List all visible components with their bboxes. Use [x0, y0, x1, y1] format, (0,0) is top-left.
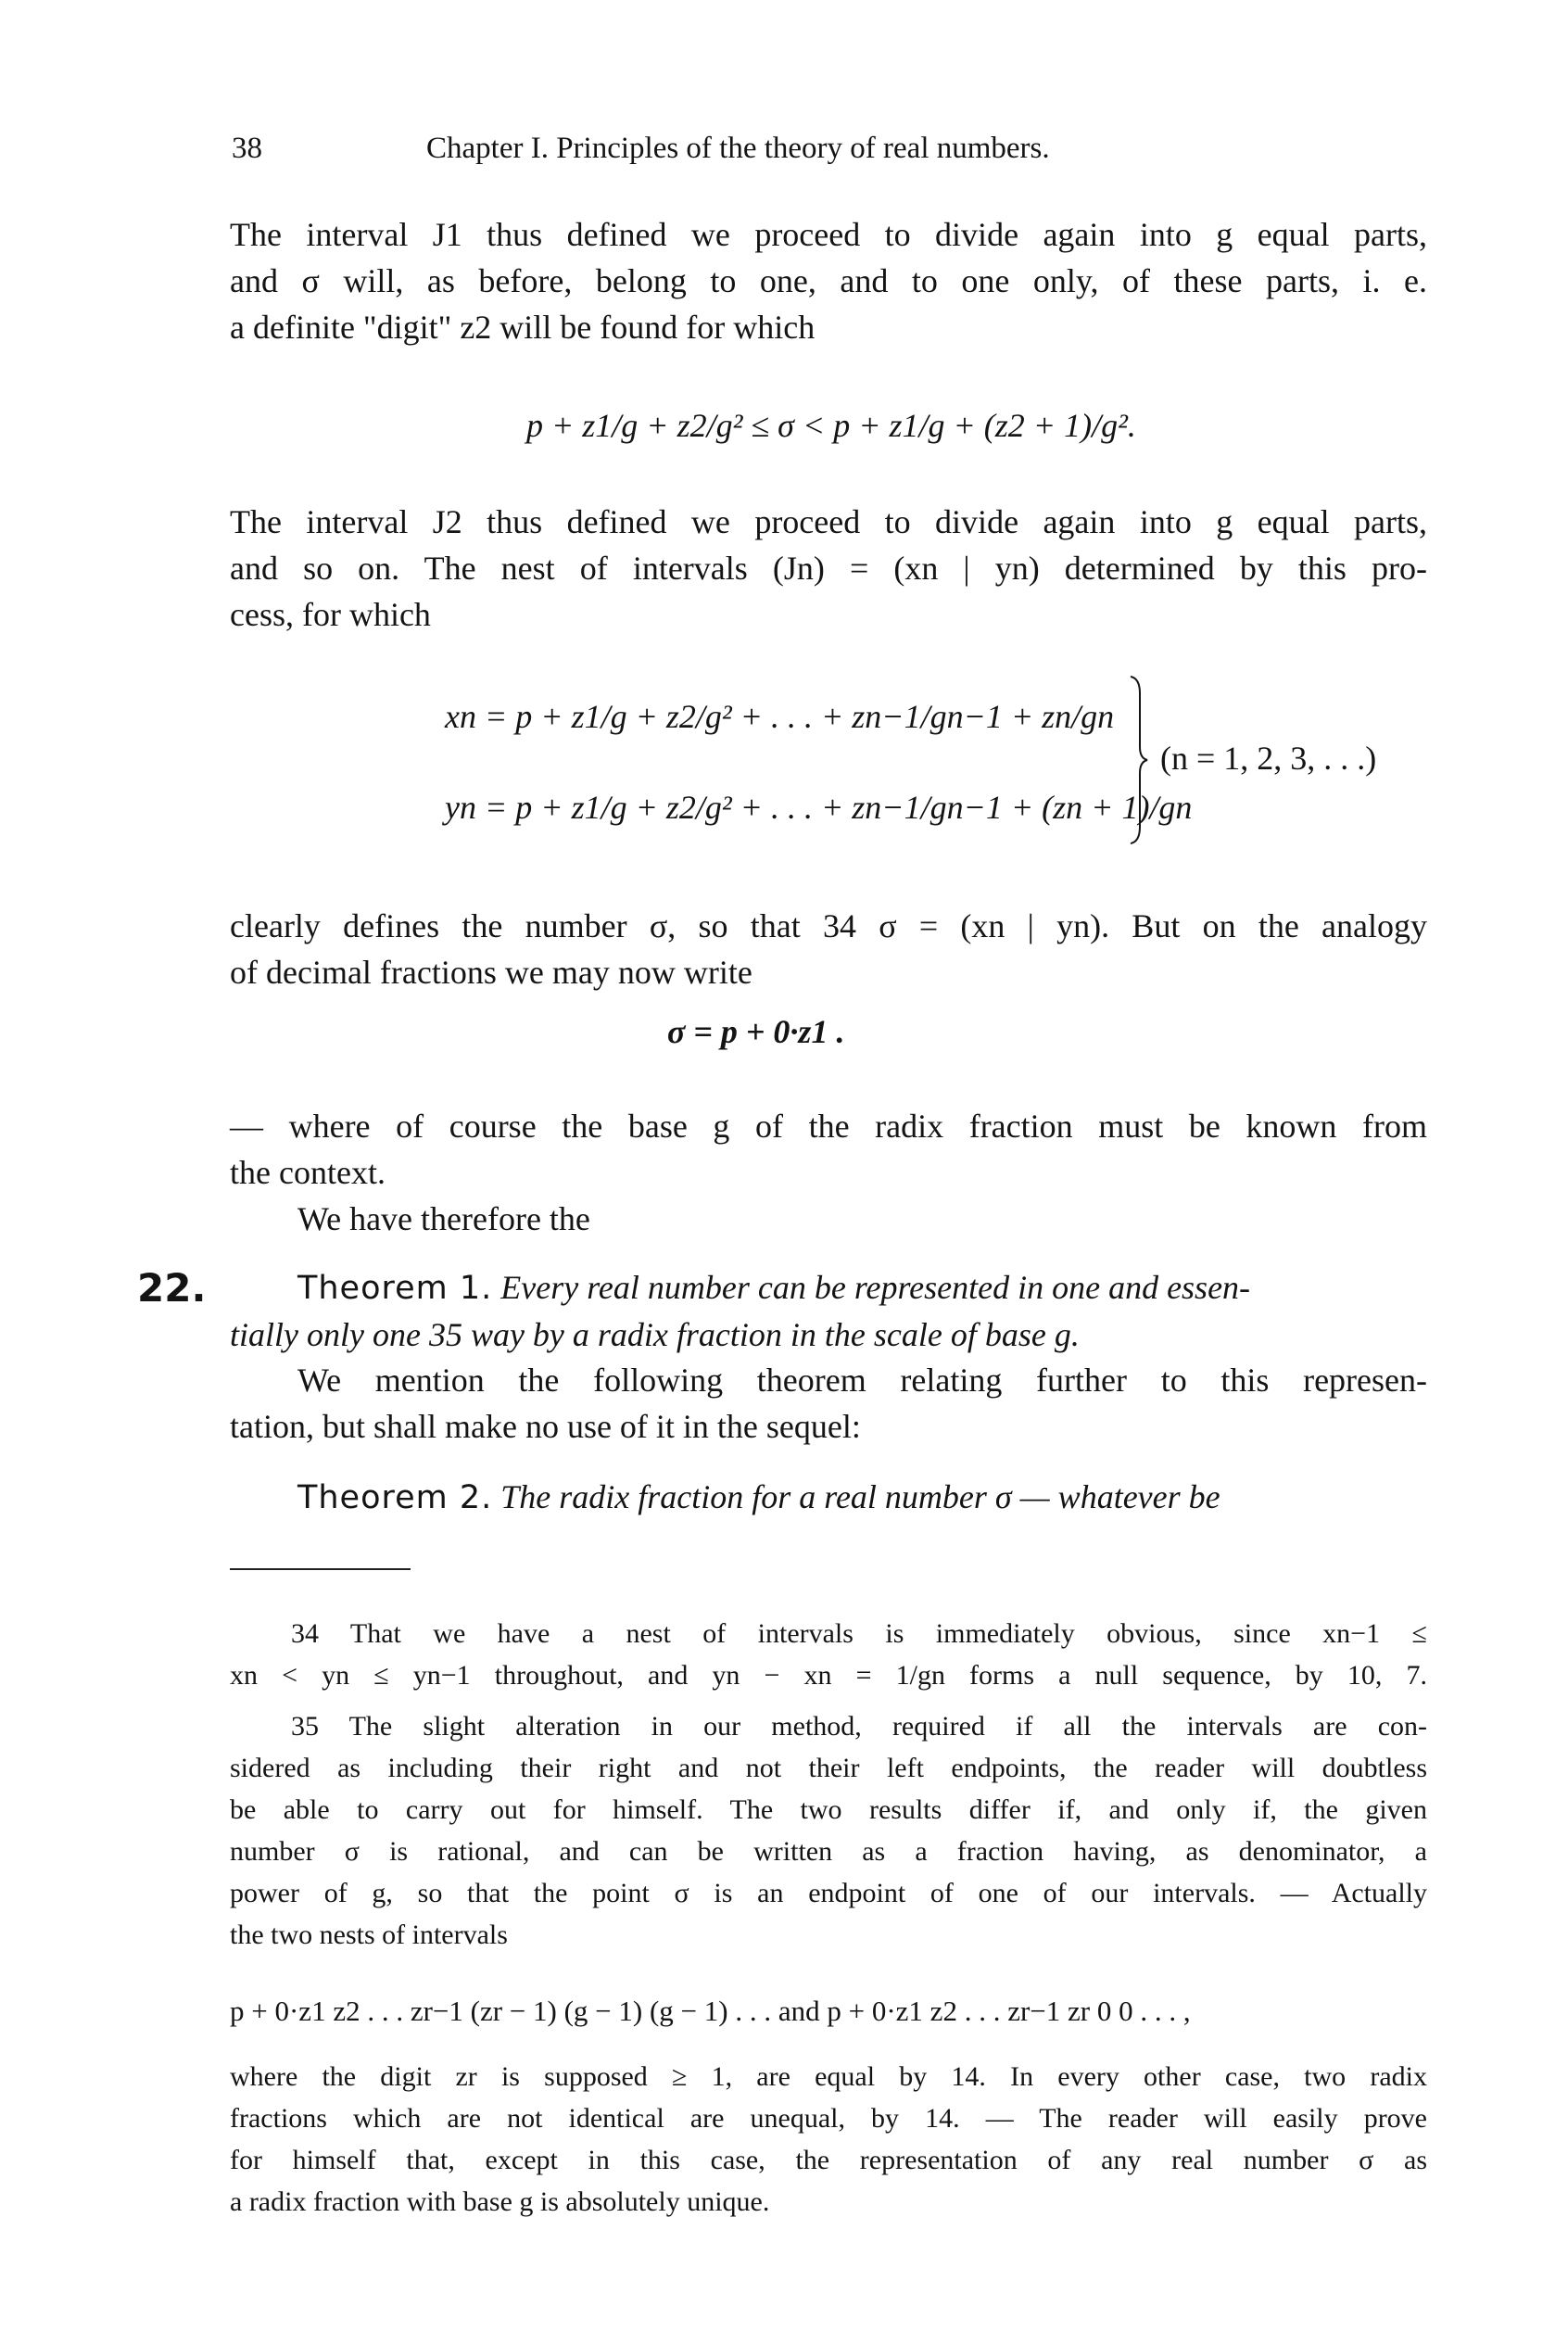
- footnote-line: where the digit zr is supposed ≥ 1, are equal by 14. In every other case, two radix: [230, 2061, 1427, 2092]
- theorem-1-label: Theorem 1.: [297, 1270, 493, 1307]
- theorem-1: [230, 1264, 1427, 1358]
- yn-equation: yn = p + z1/g + z2/g² + . . . + zn−1/gn−1 + (zn + 1)/gn: [445, 789, 1193, 826]
- footnote-34: [230, 1613, 1427, 1696]
- text-line: The interval J2 thus defined we proceed to divide again into g equal parts,: [230, 503, 1427, 540]
- index-range: (n = 1, 2, 3, . . .): [1160, 740, 1377, 777]
- footnote-35: [230, 1705, 1427, 1956]
- footnote-line: sidered as including their right and not their left endpoints, the reader will doubtless: [230, 1753, 1427, 1783]
- paragraph-base-context: [230, 1103, 1427, 1242]
- xn-equation: xn = p + z1/g + z2/g² + . . . + zn−1/gn−1 + zn/gn: [445, 698, 1115, 735]
- text-line: We have therefore the: [297, 1200, 590, 1237]
- text-line: clearly defines the number σ, so that 34 σ = (xn | yn). But on the analogy: [230, 907, 1427, 944]
- footnote-line: 34 That we have a nest of intervals is immediately obvious, since xn−1 ≤: [291, 1618, 1427, 1649]
- footnote-line: be able to carry out for himself. The two results differ if, and only if, the given: [230, 1794, 1427, 1825]
- theorem-2-label: Theorem 2.: [297, 1479, 493, 1516]
- footnote-35-continued: [230, 2056, 1427, 2223]
- running-head: Chapter I. Principles of the theory of real numbers.: [426, 132, 1050, 165]
- text-line: and σ will, as before, belong to one, and to one only, of these parts, i. e.: [230, 262, 1427, 299]
- footnote-line: a radix fraction with base g is absolutely unique.: [230, 2186, 770, 2217]
- text-line: — where of course the base g of the radix fraction must be known from: [230, 1108, 1427, 1145]
- text-line: cess, for which: [230, 596, 431, 633]
- footnote-line: number σ is rational, and can be written as a fraction having, as denominator, a: [230, 1836, 1427, 1867]
- page-header: [0, 132, 1568, 178]
- footnote-rule: [230, 1568, 411, 1570]
- footnote-line: power of g, so that the point σ is an endpoint of one of our intervals. — Actually: [230, 1878, 1427, 1908]
- text-line: and so on. The nest of intervals (Jn) = (xn | yn) determined by this pro-: [230, 550, 1427, 587]
- paragraph-mention-theorem: [230, 1357, 1427, 1450]
- text-line: The interval J1 thus defined we proceed to divide again into g equal parts,: [230, 216, 1427, 253]
- theorem-2-text: The radix fraction for a real number σ — whatever be: [500, 1478, 1220, 1515]
- paragraph-interval-j2: [230, 499, 1427, 638]
- right-brace: [1129, 675, 1149, 845]
- footnote-line: the two nests of intervals: [230, 1920, 508, 1950]
- text-line: the context.: [230, 1154, 386, 1191]
- paragraph-interval-j1: [230, 211, 1427, 350]
- theorem-1-text: Every real number can be represented in one and essen-: [500, 1269, 1251, 1306]
- theorem-2: [230, 1474, 1427, 1521]
- inequality-equation: p + z1/g + z2/g² ≤ σ < p + z1/g + (z2 + 1)/g².: [526, 407, 1136, 444]
- footnote-line: for himself that, except in this case, the representation of any real number σ as: [230, 2145, 1427, 2175]
- section-number: 22.: [137, 1265, 207, 1311]
- text-line: of decimal fractions we may now write: [230, 954, 752, 991]
- text-line: tially only one 35 way by a radix fraction in the scale of base g.: [230, 1316, 1080, 1353]
- footnote-line: fractions which are not identical are unequal, by 14. — The reader will easily prove: [230, 2103, 1427, 2134]
- paragraph-defines-sigma: [230, 903, 1427, 995]
- text-line: tation, but shall make no use of it in the sequel:: [230, 1408, 861, 1445]
- footnote-line: xn < yn ≤ yn−1 throughout, and yn − xn = 1/gn forms a null sequence, by 10, 7.: [230, 1660, 1427, 1691]
- radix-equation: σ = p + 0·z1 .: [667, 1013, 845, 1050]
- page-number: 38: [232, 132, 262, 165]
- theorem-2-line: [230, 1474, 1427, 1521]
- footnote-formula: p + 0·z1 z2 . . . zr−1 (zr − 1) (g − 1) (g − 1) . . . and p + 0·z1 z2 . . . zr−1 zr 0 0 . . . ,: [230, 1995, 1191, 2027]
- text-line: a definite "digit" z2 will be found for which: [230, 309, 816, 346]
- theorem-1-line: [230, 1264, 1427, 1311]
- footnote-line: 35 The slight alteration in our method, required if all the intervals are con-: [291, 1711, 1427, 1742]
- text-line: We mention the following theorem relating further to this represen-: [297, 1362, 1427, 1399]
